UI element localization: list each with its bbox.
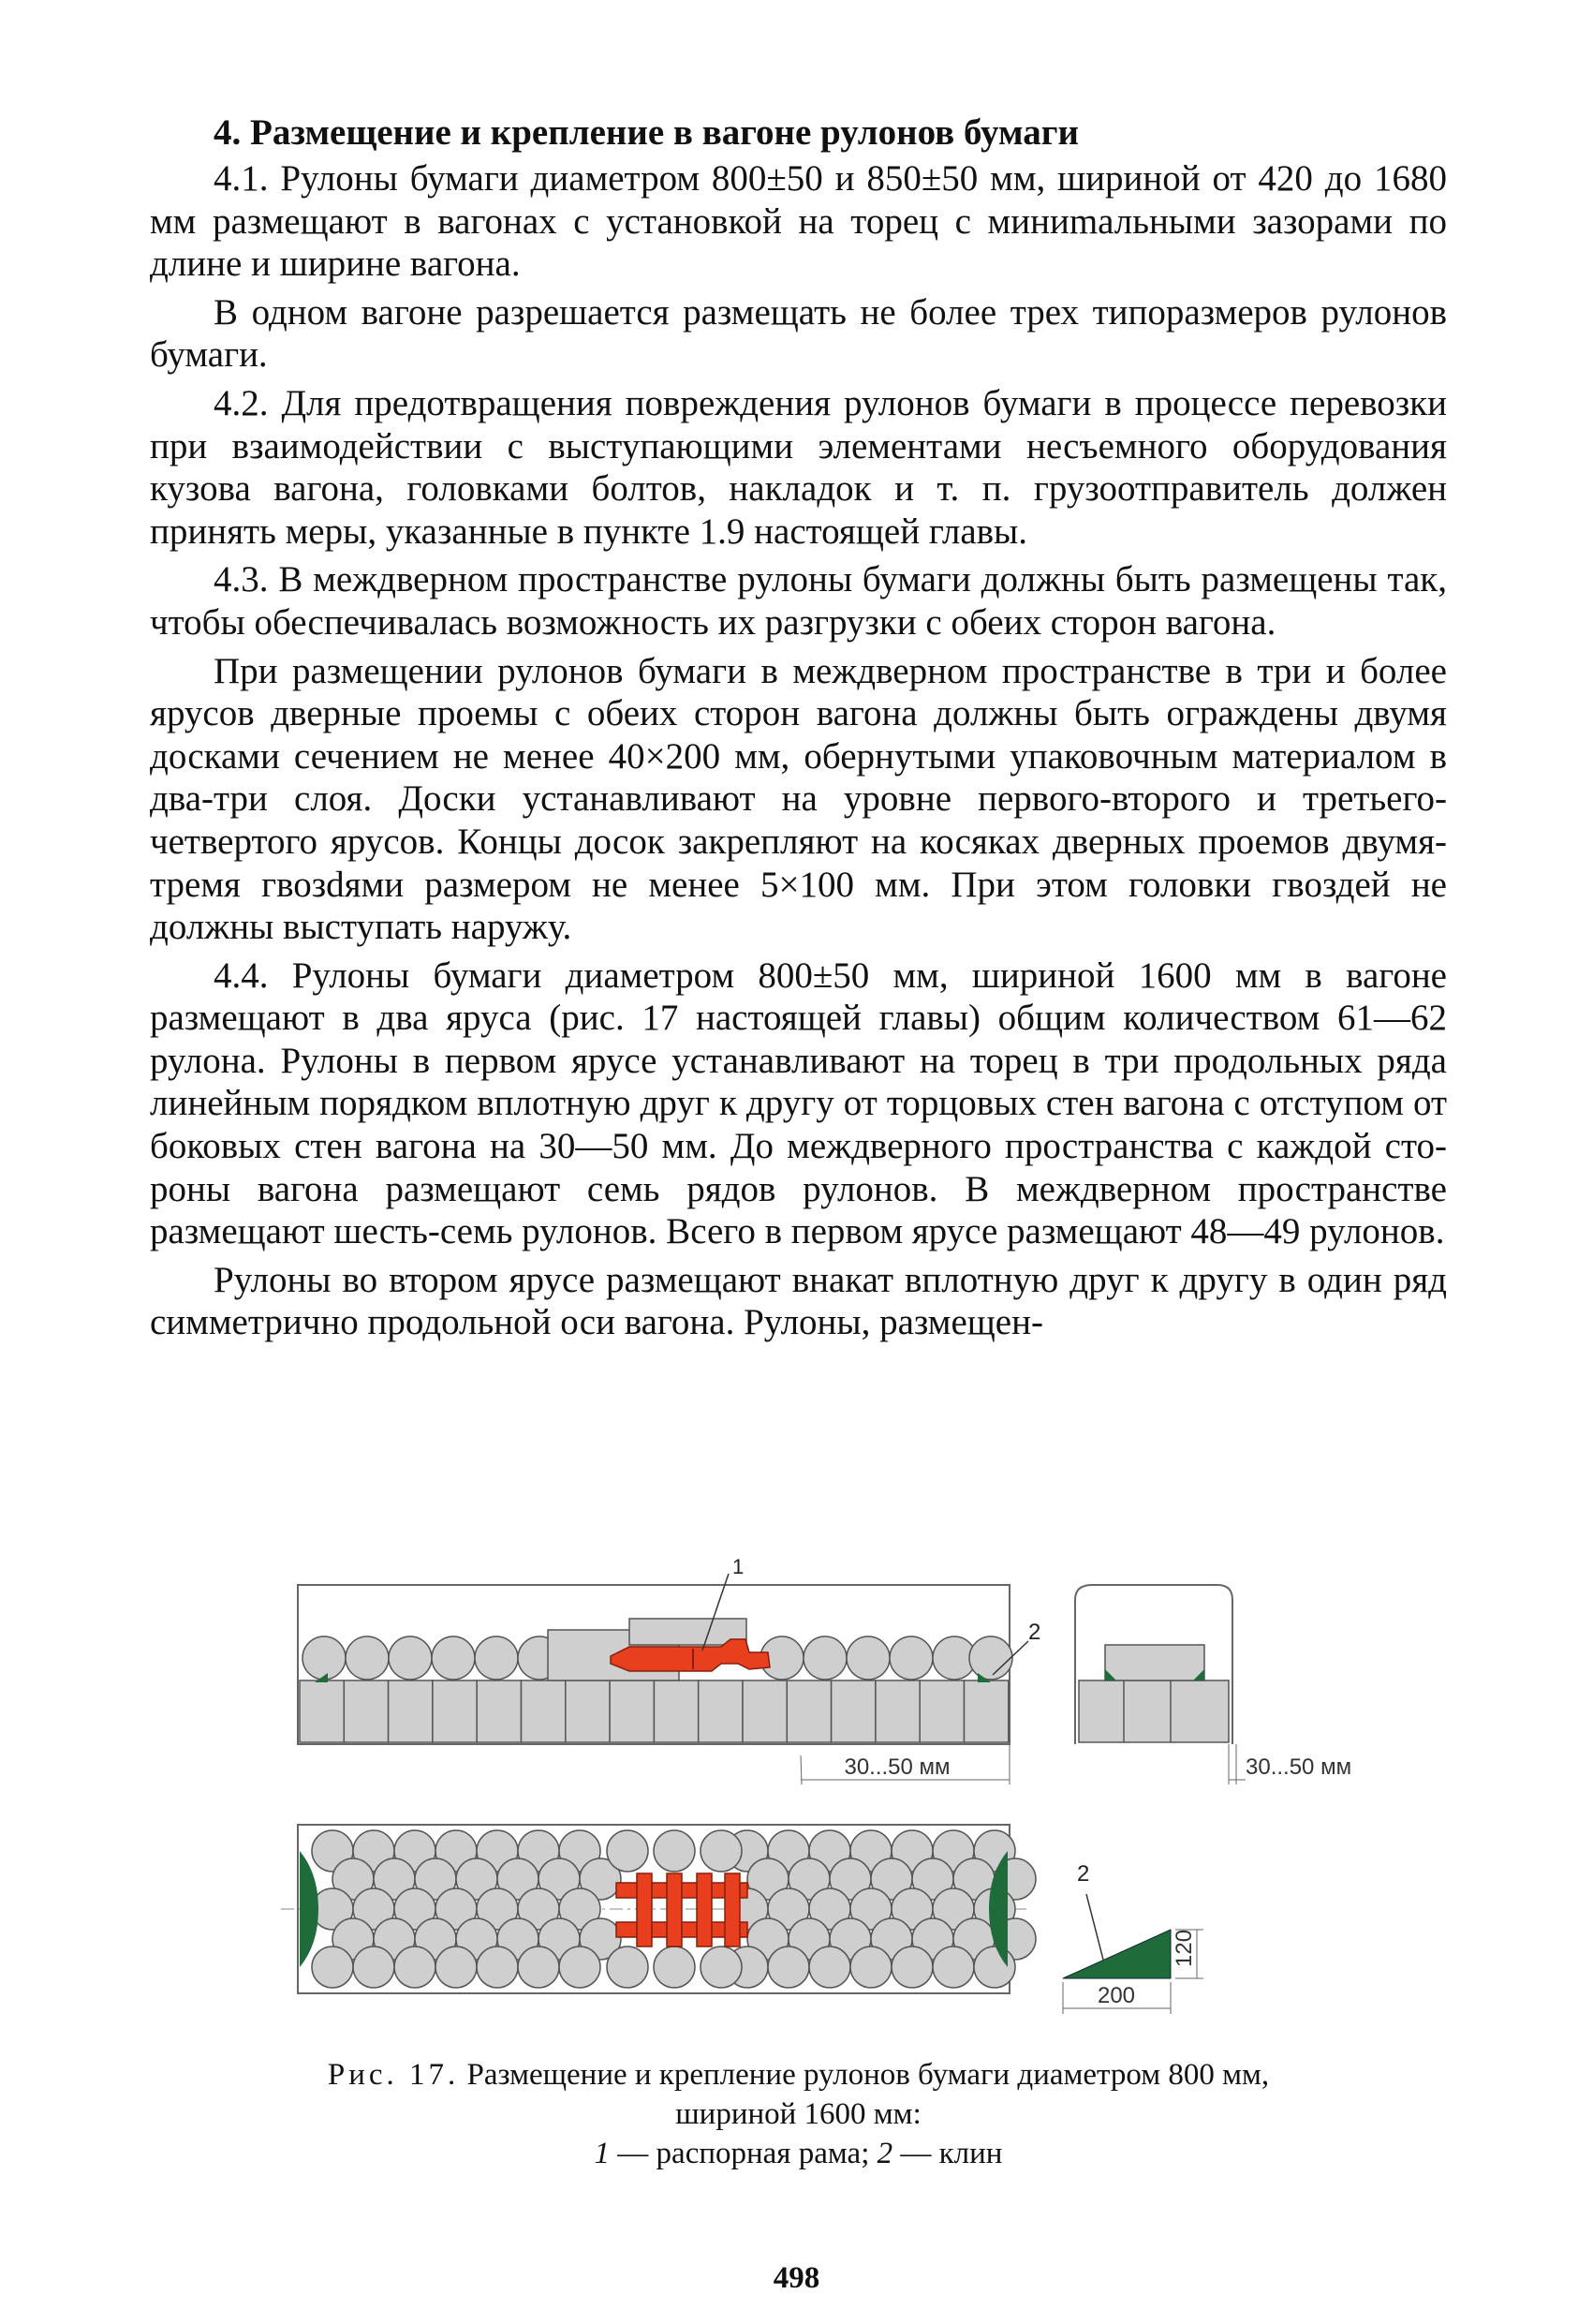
figure-caption [150, 2055, 1447, 2173]
wedge-detail [1063, 1861, 1203, 2014]
figure-17 [281, 1555, 1405, 2061]
plan-roll [477, 1947, 518, 1988]
side-view [298, 1555, 1040, 1784]
standing-roll [477, 1680, 521, 1742]
paragraph: 4.3. В междверном пространстве рулоны бумаги должны быть размещены так, чтобы обеспечивалась возможность их разгрузки с обеих сторон вагона. [150, 559, 1447, 643]
lying-roll [969, 1636, 1012, 1680]
standing-roll [566, 1680, 610, 1742]
end-second-tier [1105, 1645, 1204, 1680]
callout-2-leader [1086, 1894, 1103, 1960]
standing-roll [965, 1680, 1009, 1742]
plan-roll [701, 1947, 742, 1988]
page-number: 498 [773, 2261, 820, 2295]
dim-wedge-height: 120 [1172, 1929, 1197, 1967]
plan-roll [654, 1947, 695, 1988]
lying-roll [804, 1636, 847, 1680]
caption-line2: шириной 1600 мм: [675, 2097, 922, 2131]
standing-roll [389, 1680, 433, 1742]
standing-roll [433, 1680, 477, 1742]
caption-num2: 2 [877, 2137, 893, 2170]
plan-roll [607, 1947, 648, 1988]
body-text [150, 111, 1447, 1350]
plan-roll [654, 1830, 695, 1872]
lying-roll [890, 1636, 933, 1680]
dim-wedge-length: 200 [1097, 1983, 1136, 2008]
dim-side-label: 30...50 мм [844, 1754, 951, 1780]
plan-roll [312, 1947, 353, 1988]
lying-roll [432, 1636, 475, 1680]
plan-roll [933, 1947, 974, 1988]
wedge-profile [1063, 1930, 1171, 1978]
plan-roll [892, 1947, 933, 1988]
standing-roll [300, 1680, 344, 1742]
standing-roll [522, 1680, 566, 1742]
end-first-tier [1079, 1680, 1229, 1742]
standing-roll [654, 1680, 698, 1742]
plan-roll [768, 1947, 809, 1988]
plan-roll [607, 1830, 648, 1872]
plan-roll [809, 1947, 850, 1988]
plan-roll [850, 1947, 892, 1988]
lying-roll [302, 1636, 346, 1680]
lying-roll [847, 1636, 890, 1680]
lying-roll [346, 1636, 389, 1680]
dim-end-label: 30...50 мм [1246, 1754, 1352, 1780]
plan-roll [701, 1830, 742, 1872]
caption-num1: 1 [594, 2137, 611, 2170]
section-heading: 4. Размещение и крепление в вагоне рулонов бумаги [214, 112, 1079, 153]
lying-roll [475, 1636, 518, 1680]
standing-roll [876, 1680, 920, 1742]
standing-roll [787, 1680, 831, 1742]
standing-roll [699, 1680, 743, 1742]
standing-roll [920, 1680, 964, 1742]
plan-roll [435, 1947, 477, 1988]
standing-roll [610, 1680, 654, 1742]
caption-item1: — распорная рама; [617, 2137, 870, 2170]
standing-roll [743, 1680, 787, 1742]
caption-item2: — клин [900, 2137, 1003, 2170]
caption-line1: Размещение и крепление рулонов бумаги диаметром 800 мм, [466, 2058, 1270, 2092]
lying-roll [389, 1636, 432, 1680]
callout-2b: 2 [1077, 1861, 1090, 1887]
plan-roll [518, 1947, 559, 1988]
paragraph: В одном вагоне разрешается размещать не более трех типоразмеров рулонов бумаги. [150, 291, 1447, 376]
paragraph: 4.4. Рулоны бумаги диаметром 800±50 мм, шириной 1600 мм в вагоне размещают в два яруса (рис. 17 настоящей главы) общим количеством 61—62 рулона. Рулоны в первом ярусе устанавливают на торец в три продольных ряда линейным порядком вплотную друг к другу от торцовых стен вагона с отступом от боковых стен вагона на 30—50 мм. До междверного пространства с каждой стороны вагона размещают семь рядов рулонов. В междверном пространстве размещают шесть-семь рулонов. Всего в первом ярусе размещают 48—49 рулонов. [150, 955, 1447, 1252]
paragraph: 4.2. Для предотвращения повреждения рулонов бумаги в процессе перевозки при взаимодействии с выступающими элементами несъемного оборудования кузова вагона, головками болтов, накладок и т. п. грузоотправитель должен принять меры, указанные в пункте 1.9 настоящей главы. [150, 382, 1447, 552]
paragraph: 4.1. Рулоны бумаги диаметром 800±50 и 850±50 мм, шириной от 420 до 1680 мм размещают в вагонах с установкой на торец с миниmальными зазорами по длине и ширине вагона. [150, 158, 1447, 285]
wedge [300, 1851, 318, 1967]
plan-roll [394, 1947, 435, 1988]
plan-roll [559, 1947, 600, 1988]
callout-1: 1 [732, 1555, 745, 1578]
paragraph: При размещении рулонов бумаги в междверном пространстве в три и более ярусов дверные проемы с обеих сторон вагона должны быть ограждены двумя досками сечением не менее 40×200 мм, обернутыми упаковочным материалом в два-три слоя. Доски устанавливают на уровне первого-второго и третьего-четвертого ярусов. Концы досок закрепляют на косяках дверных проемов двумя-тремя гвозdями размером не менее 5×100 мм. При этом головки гвоздей не должны выступать наружу. [150, 650, 1447, 948]
paragraph: Рулоны во втором ярусе размещают внакат вплотную друг к другу в один ряд симметрично продольной оси вагона. Рулоны, размещен- [150, 1259, 1447, 1343]
first-tier-rolls [300, 1680, 1009, 1742]
spacer-frame-plan [616, 1873, 747, 1947]
callout-2a: 2 [1028, 1620, 1041, 1645]
plan-roll [974, 1947, 1015, 1988]
plan-roll [353, 1947, 394, 1988]
caption-prefix: Рис. 17. [327, 2058, 460, 2092]
standing-roll [344, 1680, 388, 1742]
end-view [1075, 1585, 1351, 1784]
loading-diagram [281, 1555, 1405, 2061]
plan-view [281, 1825, 1036, 1993]
standing-roll [832, 1680, 876, 1742]
